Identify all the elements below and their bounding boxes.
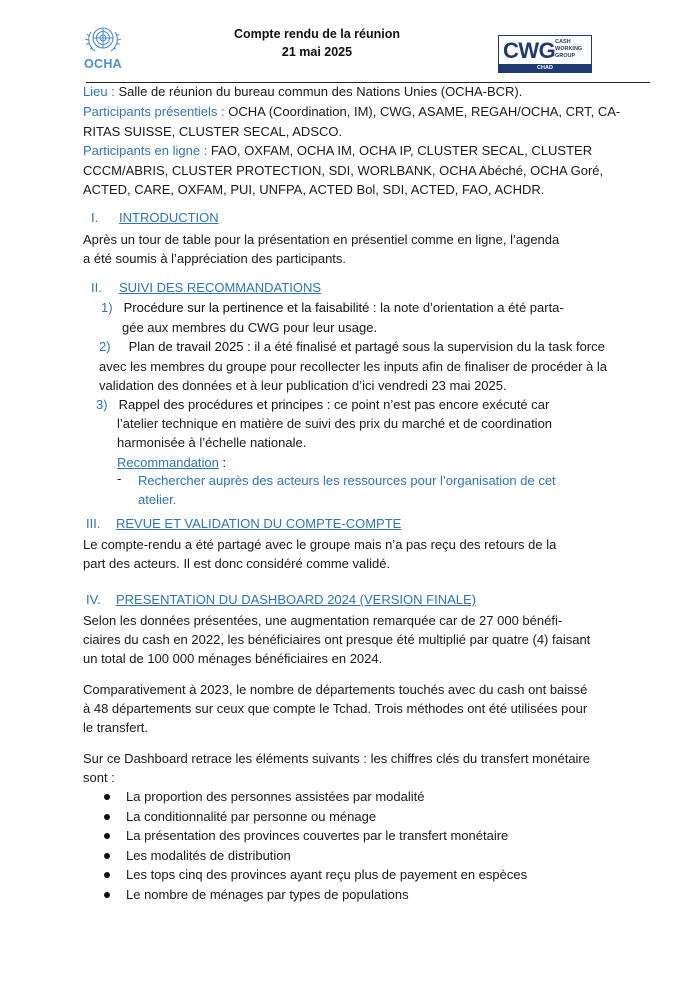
cwg-side-line: GROUP xyxy=(555,53,576,59)
list-item-text: Les tops cinq des provinces ayant reçu plus de payement en espèces xyxy=(126,867,528,883)
reco-item-2-cont: avec les membres du groupe pour recollecter les inputs afin de finaliser de procéder à la xyxy=(99,359,607,374)
cwg-side-line: WORKING xyxy=(555,46,583,52)
reco-item-1 xyxy=(101,298,564,318)
document-date: 21 mai 2025 xyxy=(281,45,353,59)
section-title: INTRODUCTION xyxy=(119,210,219,225)
dashboard-paragraph-3: sont : xyxy=(83,770,115,785)
item-text: ce point n’est pas encore exécuté car xyxy=(333,397,550,412)
reco-item-3-cont: l’atelier technique en matière de suivi des prix du marché et de coordination xyxy=(117,416,553,431)
bullet-icon xyxy=(104,872,110,878)
dashboard-paragraph-1: un total de 100 000 ménages bénéficiaires en 2024. xyxy=(83,651,383,666)
item-text: la note d’orientation a été parta- xyxy=(380,300,564,315)
list-item xyxy=(104,787,624,807)
item-number: 2) xyxy=(99,339,111,354)
list-item-text: La présentation des provinces couvertes par le transfert monétaire xyxy=(126,828,509,844)
en-ligne-line xyxy=(83,141,617,161)
cwg-logo-bar: CHAD xyxy=(499,64,591,72)
dashboard-paragraph-1: ciaires du cash en 2022, les bénéficiaires ont presque été multiplié par quatre (4) faisant xyxy=(83,632,591,647)
reco-item-1-cont: gée aux membres du CWG pour leur usage. xyxy=(122,320,378,335)
list-item-text: Les modalités de distribution xyxy=(126,847,291,863)
item-number: 3) xyxy=(96,397,108,412)
list-item xyxy=(104,846,624,866)
recommandation-colon: : xyxy=(222,455,227,470)
recommandation-text: Rechercher auprès des acteurs les ressources pour l’organisation de cet xyxy=(138,473,556,488)
section-validation-heading xyxy=(86,516,401,531)
section-title: REVUE ET VALIDATION DU COMPTE-COMPTE xyxy=(116,516,402,531)
section-number: III. xyxy=(86,516,101,531)
section-number: II. xyxy=(91,280,102,295)
cwg-logo xyxy=(498,35,592,73)
item-lead: Procédure sur la pertinence et la faisabilité : xyxy=(123,300,377,315)
dashboard-paragraph-2: le transfert. xyxy=(83,720,149,735)
en-ligne-value: FAO, OXFAM, OCHA IM, OCHA IP, CLUSTER SECAL, CLUSTER xyxy=(210,143,593,158)
bullet-icon xyxy=(104,853,110,859)
dashboard-paragraph-2: Comparativement à 2023, le nombre de départements touchés avec du cash ont baissé xyxy=(83,682,588,697)
section-title: PRESENTATION DU DASHBOARD 2024 (VERSION FINALE) xyxy=(116,592,476,607)
recommandation-label: Recommandation xyxy=(117,455,219,470)
lieu-line xyxy=(83,82,628,102)
intro-paragraph-line: Après un tour de table pour la présentation en présentiel comme en ligne, l’agenda xyxy=(83,232,560,247)
list-item-text: La conditionnalité par personne ou ménage xyxy=(126,808,377,824)
list-item xyxy=(104,865,624,885)
presentiel-value: OCHA (Coordination, IM), CWG, ASAME, REGAH/OCHA, CRT, CA- xyxy=(228,104,621,119)
validation-paragraph-line: Le compte-rendu a été partagé avec le groupe mais n’a pas reçu des retours de la xyxy=(83,537,557,552)
cwg-logo-side xyxy=(555,39,582,60)
cwg-side-line: CASH xyxy=(555,39,571,45)
list-item xyxy=(104,807,624,827)
bullet-icon xyxy=(104,814,110,820)
section-recommandations-heading xyxy=(91,280,321,295)
section-number: IV. xyxy=(86,592,101,607)
item-text: il a été finalisé et partagé sous la supervision du la task force xyxy=(254,339,605,354)
presentiel-line xyxy=(83,102,628,122)
cwg-logo-main: CWG xyxy=(503,38,556,63)
recommandation-text-cont: atelier. xyxy=(138,492,177,507)
list-item-text: Le nombre de ménages par types de populations xyxy=(126,886,409,902)
en-ligne-label: Participants en ligne : xyxy=(83,143,208,158)
reco-item-3 xyxy=(96,395,549,415)
dashboard-paragraph-1: Selon les données présentées, une augmentation remarquée car de 27 000 bénéfi- xyxy=(83,613,563,628)
section-dashboard-heading xyxy=(86,592,476,607)
validation-paragraph-line: part des acteurs. Il est donc considéré comme validé. xyxy=(83,556,391,571)
dashboard-paragraph-2: à 48 départements sur ceux que compte le Tchad. Trois méthodes ont été utilisées pour xyxy=(83,701,588,716)
lieu-label: Lieu : xyxy=(83,84,115,99)
section-title: SUIVI DES RECOMMANDATIONS xyxy=(119,280,322,295)
intro-paragraph-line: a été soumis à l’appréciation des participants. xyxy=(83,251,347,266)
recommandation-dash: - xyxy=(117,471,122,486)
lieu-value: Salle de réunion du bureau commun des Nations Unies (OCHA-BCR). xyxy=(118,84,523,99)
item-lead: Plan de travail 2025 : xyxy=(128,339,251,354)
dashboard-paragraph-3: Sur ce Dashboard retrace les éléments suivants : les chiffres clés du transfert monétaire xyxy=(83,751,590,766)
ocha-wordmark: OCHA xyxy=(83,57,122,71)
list-item xyxy=(104,826,624,846)
item-number: 1) xyxy=(101,300,113,315)
dashboard-elements-list xyxy=(104,787,624,905)
item-lead: Rappel des procédures et principes : xyxy=(118,397,331,412)
document-title: Compte rendu de la réunion xyxy=(234,27,400,41)
list-item-text: La proportion des personnes assistées par modalité xyxy=(126,789,425,804)
reco-item-3-cont: harmonisée à l’échelle nationale. xyxy=(117,435,307,450)
section-number: I. xyxy=(91,210,99,225)
list-item xyxy=(104,885,624,905)
bullet-icon xyxy=(104,794,110,800)
en-ligne-line-3: ACTED, CARE, OXFAM, PUI, UNFPA, ACTED Bol, SDI, ACTED, FAO, ACHDR. xyxy=(83,182,545,197)
reco-item-2 xyxy=(99,337,605,357)
en-ligne-line-2: CCCM/ABRIS, CLUSTER PROTECTION, SDI, WORLBANK, OCHA Abéché, OCHA Goré, xyxy=(83,163,604,178)
section-introduction-heading xyxy=(91,210,219,225)
presentiel-label: Participants présentiels : xyxy=(83,104,225,119)
recommandation-label-line xyxy=(117,453,226,473)
bullet-icon xyxy=(104,833,110,839)
reco-item-2-cont: validation des données et à leur publication d’ici vendredi 23 mai 2025. xyxy=(99,378,507,393)
presentiel-line-2: RITAS SUISSE, CLUSTER SECAL, ADSCO. xyxy=(83,124,343,139)
bullet-icon xyxy=(104,892,110,898)
